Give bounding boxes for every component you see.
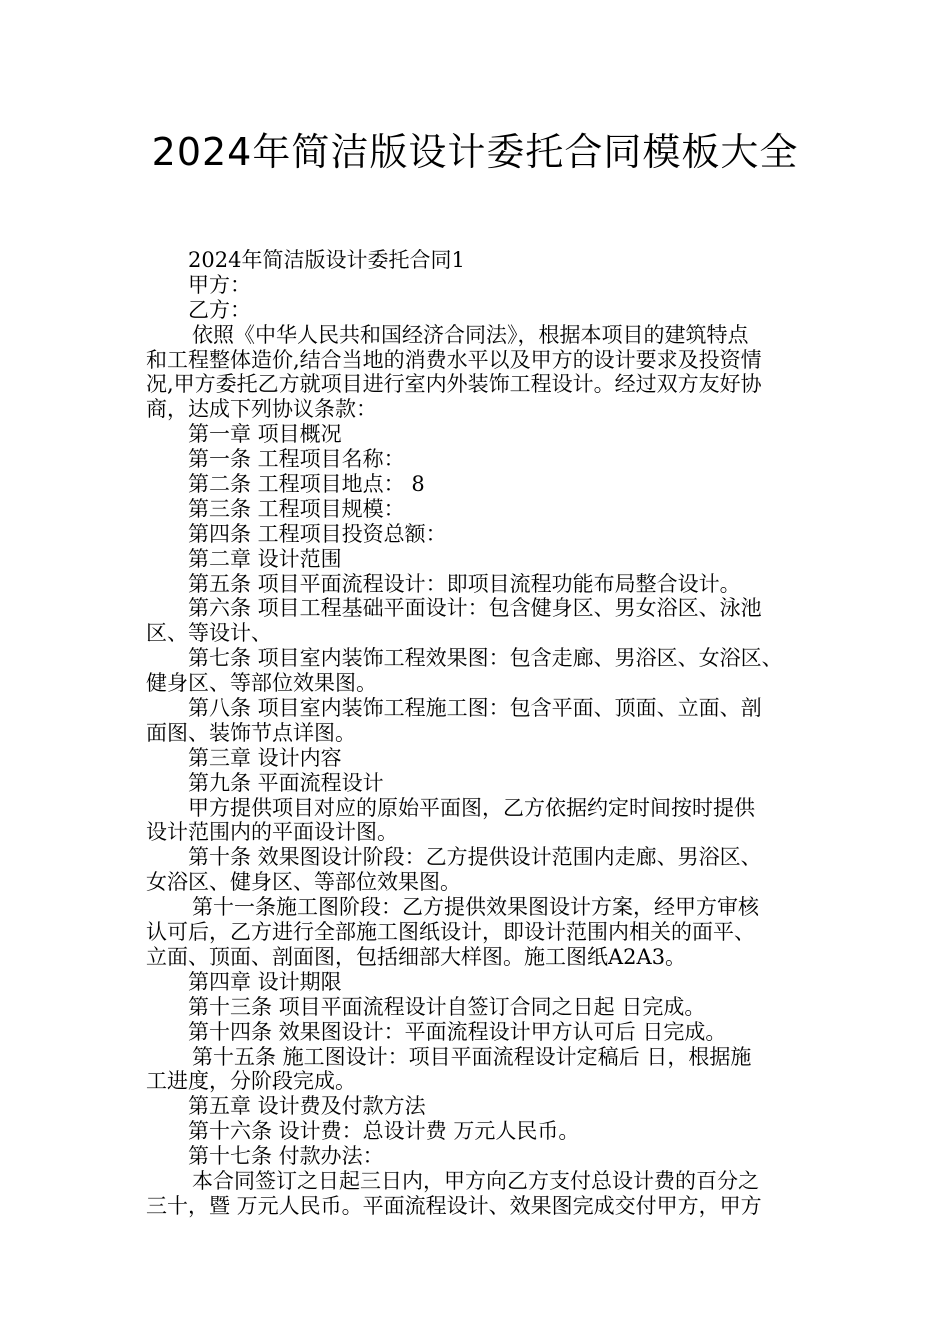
article-line: 第四条 工程项目投资总额： [188, 521, 447, 546]
article-line: 女浴区、健身区、等部位效果图。 [146, 870, 461, 895]
article-line: 立面、顶面、剖面图，包括细部大样图。施工图纸A2A3。 [146, 944, 687, 969]
paragraph-line: 三十，暨 万元人民币。平面流程设计、效果图完成交付甲方，甲方 [146, 1193, 762, 1218]
contract-subtitle: 2024年简洁版设计委托合同1 [188, 248, 465, 272]
paragraph-line: 依照《中华人民共和国经济合同法》，根据本项目的建筑特点 [192, 322, 749, 347]
article-line: 第九条 平面流程设计 [188, 770, 384, 795]
article-line: 面图、装饰节点详图。 [146, 720, 356, 745]
article-line: 第六条 项目工程基础平面设计：包含健身区、男女浴区、泳池 [188, 596, 762, 621]
article-line: 第十五条 施工图设计：项目平面流程设计定稿后 日，根据施 [192, 1044, 752, 1069]
article-line: 第十条 效果图设计阶段：乙方提供设计范围内走廊、男浴区、 [188, 845, 762, 870]
article-line: 第十七条 付款办法： [188, 1144, 384, 1169]
article-line: 工进度，分阶段完成。 [146, 1069, 356, 1094]
paragraph-line: 和工程整体造价,结合当地的消费水平以及甲方的设计要求及投资情 [146, 347, 762, 372]
article-line: 认可后，乙方进行全部施工图纸设计，即设计范围内相关的面平、 [146, 920, 755, 945]
article-line: 第十四条 效果图设计：平面流程设计甲方认可后 日完成。 [188, 1019, 727, 1044]
article-line: 健身区、等部位效果图。 [146, 671, 377, 696]
paragraph-line: 设计范围内的平面设计图。 [146, 820, 398, 845]
chapter-heading: 第一章 项目概况 [188, 422, 342, 447]
article-line: 第十三条 项目平面流程设计自签订合同之日起 日完成。 [188, 994, 706, 1019]
party-b-line: 乙方： [188, 297, 251, 322]
paragraph-line: 甲方提供项目对应的原始平面图，乙方依据约定时间按时提供 [188, 795, 755, 820]
paragraph-line: 商，达成下列协议条款： [146, 397, 377, 422]
article-line: 第二条 工程项目地点： 8 [188, 472, 425, 497]
paragraph-line: 况,甲方委托乙方就项目进行室内外装饰工程设计。经过双方友好协 [146, 372, 762, 397]
paragraph-line: 本合同签订之日起三日内，甲方向乙方支付总设计费的百分之 [192, 1168, 759, 1193]
article-line: 第三条 工程项目规模： [188, 496, 405, 521]
chapter-heading: 第四章 设计期限 [188, 969, 342, 994]
article-line: 第十一条施工图阶段：乙方提供效果图设计方案，经甲方审核 [192, 895, 759, 920]
party-a-line: 甲方： [188, 272, 251, 297]
article-line: 第一条 工程项目名称： [188, 447, 405, 472]
article-line: 第八条 项目室内装饰工程施工图：包含平面、顶面、立面、剖 [188, 696, 762, 721]
article-line: 第五条 项目平面流程设计：即项目流程功能布局整合设计。 [188, 571, 741, 596]
article-line: 区、等设计、 [146, 621, 272, 646]
chapter-heading: 第二章 设计范围 [188, 546, 342, 571]
chapter-heading: 第三章 设计内容 [188, 745, 342, 770]
chapter-heading: 第五章 设计费及付款方法 [188, 1094, 426, 1119]
article-line: 第十六条 设计费：总设计费 万元人民币。 [188, 1119, 580, 1144]
document-title: 2024年简洁版设计委托合同模板大全 [151, 130, 799, 174]
document-body [146, 248, 822, 1219]
article-line: 第七条 项目室内装饰工程效果图：包含走廊、男浴区、女浴区、 [188, 646, 783, 671]
